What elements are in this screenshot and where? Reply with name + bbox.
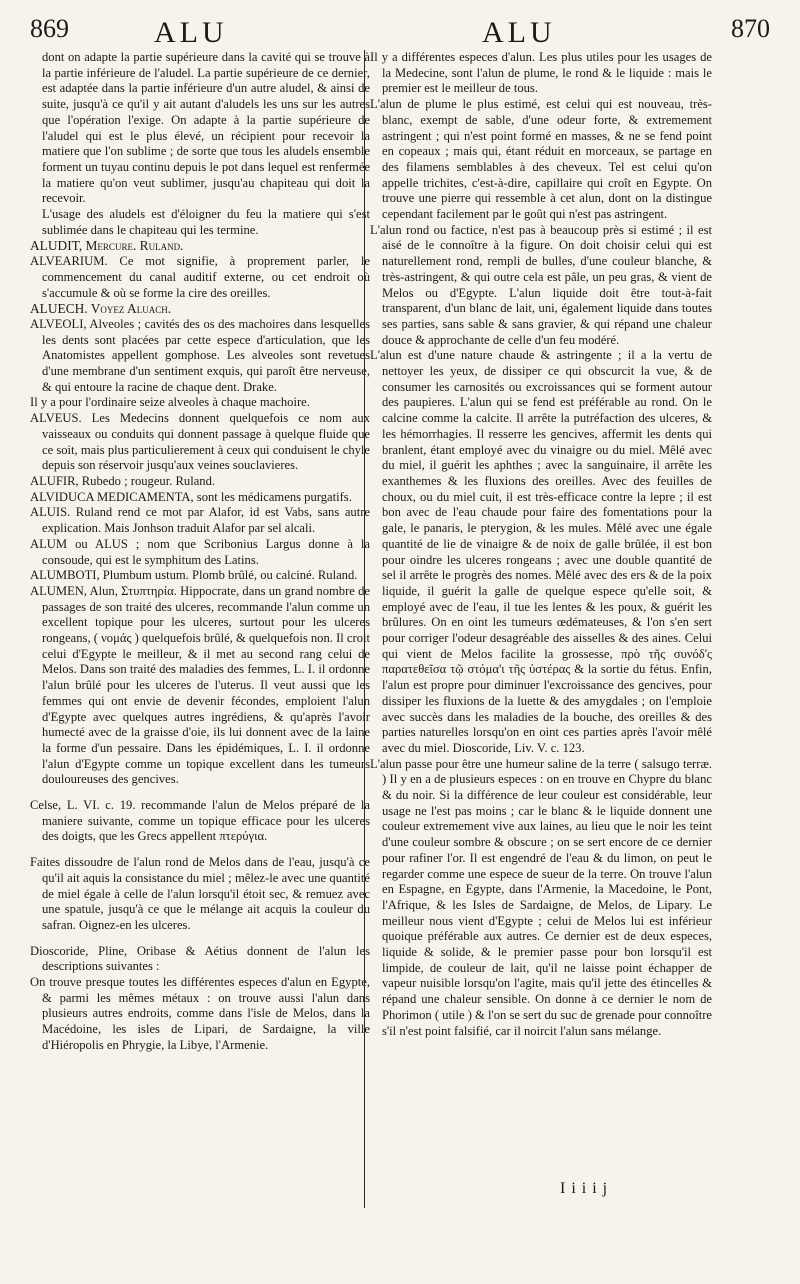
entry-alveoli: ALVEOLI, Alveoles ; cavités des os des machoires dans lesquelles les dents sont placées par cette espece d'articulation, que les Anatomistes appellent gomphose. Les alveoles sont revetues d'une membrane d'un sentiment exquis, qui paroît être nerveuse, & qui entoure la racine de chaque dent. Drake. [30, 316, 370, 394]
paragraph: L'usage des aludels est d'éloigner du feu la matiere qui s'est sublimée dans le chapiteau qui les termine. [42, 207, 370, 237]
paragraph-recipe: Faites dissoudre de l'alun rond de Melos dans de l'eau, jusqu'à ce qu'il ait aquis la consistance du miel ; mêlez-le avec une quantité de miel égale à celle de l'alun lorsqu'il étoit sec, & remuez avec une spatule, jusqu'à ce que le mélange ait acquis la couleur du safran. Oignez-en les ulceres. [30, 855, 370, 932]
entry-alumboti: ALUMBOTI, Plumbum ustum. Plomb brûlé, ou calciné. Ruland. [30, 568, 358, 583]
paragraph: L'alun rond ou factice, n'est pas à beaucoup près si estimé ; il est aisé de le connoître à la figure. On doit choisir celui qui est naturellement rond, rempli de bulles, d'une couleur blanche, & très-astringent, & qui outre cela est pâle, un peu gras, & vient de Melos ou d'Egypte. L'alun liquide doit être tout-à-fait transparent, d'un blanc de lait, uni, également liquide dans toutes ses parties, sans sable & sans gravier, & qui répand une chaleur douce & approchante de celle d'un feu modéré. [370, 222, 712, 347]
page-number-right: 870 [731, 14, 770, 43]
paragraph: L'alun est d'une nature chaude & astringente ; il a la vertu de nettoyer les yeux, de dissiper ce qui obscurcit la vue, & de consumer les carnosités ou excroissances qui se forment autour des paupieres. L'alun qui se fend est préférable au rond. On le calcine comme la calcite. Il arrête la putréfaction des ulceres, & les hémorrhagies. Il resserre les gencives, affermit les dents qui branlent, étant employé avec du vinaigre ou du miel. Mêlé avec du miel, il guérit les aphthes ; avec la sanguinaire, il arrête les exanthemes & les fluxions des oreilles. Avec des feuilles de choux, ou du miel cuit, il est très-efficace contre la lepre ; il est bon avec de l'eau chaude pour faire des fomentations pour la gale, le panaris, le pterygion, & les mules. Mêlé avec une égale quantité de lie de vinaigre & de noix de galle brûlée, il est bon pour oindre les ulceres rongeans ; avec une double quantité de sel il arrête le progrès des nomes. Mêlé avec des ers & de la poix liquide, il guérit la galle de quelque espece qu'elle soit, & employé avec de l'eau, il tue les lentes & les poux, & guérit les brûlures. On en oint les tumeurs œdémateuses, & l'on s'en sert pour corriger l'odeur desagréable des aisselles & des aines. Celui qui vient de Melos facilite la grossesse, πρὸ τῆς συνόδ'ς παρατεθεῖσα τῷ στόμα'ι τῆς ὑστέρας & la sortie du fétus. Enfin, l'alun est propre pour diminuer l'excroissance des gencives, pour dissiper les fluxions de la luette & des amygdales ; on l'emploie avec succès dans les maladies de la bouche, des oreilles & des parties naturelles lorsqu'on en oint ces parties après l'avoir mêlé avec du miel. Dioscoride, Liv. V. c. 123. [370, 348, 712, 755]
paragraph: Il y a pour l'ordinaire seize alveoles à chaque machoire. [30, 395, 310, 410]
entry-aludit: ALUDIT, Mercure. Ruland. [30, 238, 184, 254]
paragraph-dioscoride: Dioscoride, Pline, Oribase & Aétius donnent de l'alun les descriptions suivantes : [30, 943, 370, 974]
paragraph: dont on adapte la partie supérieure dans la cavité qui se trouve à la partie inférieure de l'aludel. La partie supérieure de ce dernier, est adaptée dans la partie inférieure d'un autre aludel, & ainsi de suite, jusqu'à ce qu'il y ait autant d'aludels les uns sur les autres que l'opération l'exige. On adapte à la partie supérieure de l'aludel qui est le plus élevé, un récipient pour recevoir la matiere que l'on sublime ; de sorte que tous les aludels ensemble forment un tuyau continu depuis le pot dans lequel est renfermée la matiere qu'on veut sublimer, jusqu'au chapiteau qui doit la recevoir. [42, 50, 370, 206]
entry-alufir: ALUFIR, Rubedo ; rougeur. Ruland. [30, 473, 216, 488]
entry-alviduca: ALVIDUCA MEDICAMENTA, sont les médicamens purgatifs. [30, 489, 352, 504]
signature-mark: I i i i j [560, 1180, 609, 1197]
running-title-left: ALU [154, 16, 228, 49]
paragraph: L'alun de plume le plus estimé, est celui qui est nouveau, très-blanc, exempt de sable, d'une odeur forte, & extremement astringent ; qui n'est point formé en masses, & ne se fend point en copeaux ; mais qui, étant réduit en morceaux, se partage en des filamens semblables à des cheveux. Tel est celui qu'on appelle trichites, c'est-à-dire, capillaire qui croît en Egypte. On trouve une pierre qui ressemble à cet alun, dont on la distingue cependant facilement par le goût qui n'est pas astringent. [370, 97, 712, 222]
left-column [30, 50, 370, 1054]
paragraph: On trouve presque toutes les différentes especes d'alun en Egypte, & parmi les mêmes métaux : on trouve aussi l'alun dans plusieurs autres endroits, comme dans l'isle de Melos, dans la Macédoine, les isles de Lipari, de Sardaigne, la ville d'Hiéropolis en Phrygie, la Libye, l'Armenie. [30, 975, 370, 1052]
entry-aluech: ALUECH. Voyez Aluach. [30, 301, 172, 317]
entry-alvearium: ALVEARIUM. Ce mot signifie, à proprement parler, le commencement du canal auditif externe, ou cet endroit où s'accumule & où se forme la cire des oreilles. [30, 254, 370, 300]
paragraph: Il y a différentes especes d'alun. Les plus utiles pour les usages de la Medecine, sont l'alun de plume, le rond & le liquide : mais le premier est le meilleur de tous. [370, 50, 712, 96]
running-header [30, 6, 770, 48]
entry-alveus: ALVEUS. Les Medecins donnent quelquefois ce nom aux vaisseaux ou conduits qui donnent passage à quelque fluide que ce soit, mais plus particulierement à ceux qui conduisent le chyle depuis son réservoir jusqu'aux veines souclavieres. [30, 411, 370, 473]
paragraph-celse: Celse, L. VI. c. 19. recommande l'alun de Melos préparé de la maniere suivante, comme un topique efficace pour les ulceres des doigts, que les Grecs appellent πτερύγια. [30, 798, 370, 844]
entry-alumen: ALUMEN, Alun, Στυπτηρία. Hippocrate, dans un grand nombre de passages de son traité des ulceres, recommande l'alun comme un excellent topique pour les ulceres, surtout pour les ulceres rongeans, ( νομάς ) quelquefois brûlé, & quelquefois non. Il croit celui d'Egypte le meilleur, & il met au second rang celui de Melos. Dans son traité des maladies des femmes, L. I. il ordonne l'alun brûlé pour les ulceres de l'uterus. Il veut aussi que les femmes qui ont envie de devenir fécondes, emploient l'alun d'Egypte avec quelques autres ingrédiens, & qu'après l'avoir humecté avec de la graisse d'oie, ils lui donnent avec de la laine la forme d'un pessaire. Dans les épidémiques, L. I. il ordonne l'alun d'Egypte comme un topique excellent dans les tumeurs douloureuses des gencives. [30, 583, 370, 787]
paragraph: L'alun passe pour être une humeur saline de la terre ( salsugo terræ. ) Il y en a de plusieurs especes : on en trouve en Chypre du blanc & du noir. Si la différence de leur couleur est considérable, leur usage ne l'est pas moins ; car le blanc & le liquide donnent une couleur extremement vive aux laines, au lieu que le noir les teint d'une couleur sombre & obscure ; on se sert encore de ce dernier pour rafiner l'or. Il est engendré de l'eau & du limon, on peut le regarder comme une espece de sueur de la terre. On trouve l'alun en Espagne, en Egypte, dans l'Armenie, la Macedoine, le Pont, l'Afrique, & les Isles de Sardaigne, de Melos, de Lipary. Le meilleur nous vient d'Egypte ; celui de Melos lui est inférieur quoique préférable aux autres. Ce dernier est de deux especes, liquide & solide, & le premier passe pour bon lorsqu'il est limpide, de couleur de lait, qu'il ne laisse point échapper de vapeur nuisible lorsqu'on l'agite, mais qu'il jette des étincelles & répand une chaleur sensible. On donne à ce dernier le nom de Phorimon ( utile ) & l'on se sert du suc de grenade pour connoître s'il n'est point falsifié, car il noircit l'alun sans mélange. [370, 756, 712, 1038]
right-column [370, 50, 712, 1039]
page-number-left: 869 [30, 14, 69, 43]
entry-aluis: ALUIS. Ruland rend ce mot par Alafor, id est Vabs, sans autre explication. Mais Jonhson traduit Alafor par sel alcali. [30, 505, 370, 536]
entry-alum: ALUM ou ALUS ; nom que Scribonius Largus donne à la consoude, qui est le symphitum des Latins. [30, 536, 370, 567]
running-title-right: ALU [482, 16, 556, 49]
